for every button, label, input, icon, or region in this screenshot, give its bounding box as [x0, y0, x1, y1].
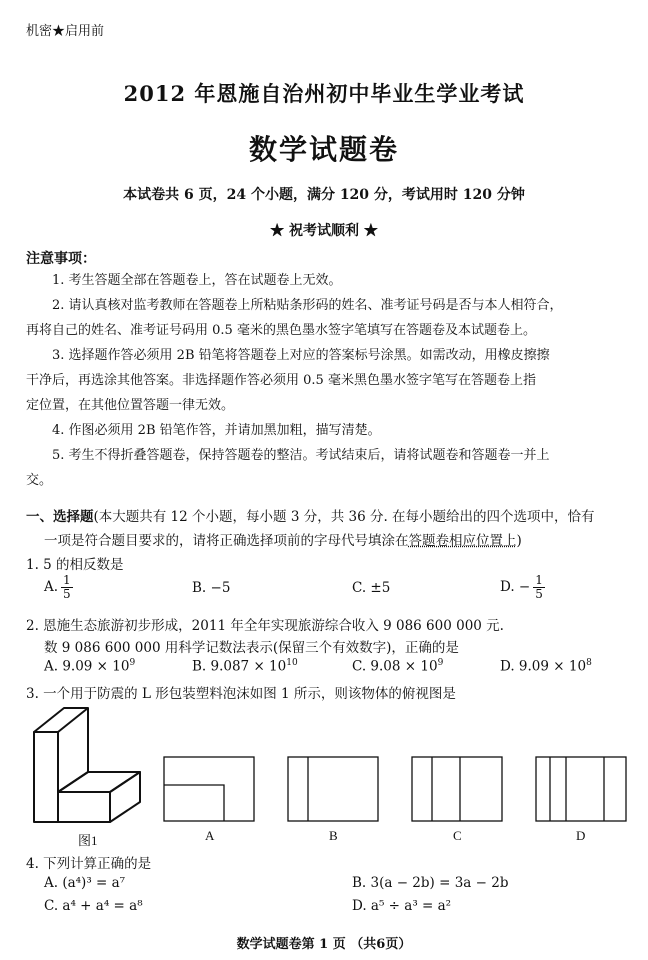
section-heading: 一、选择题(本大题共有 12 个小题，每小题 3 分，共 36 分. 在每小题给出的四个选项中，恰有 — [26, 509, 595, 525]
option-c-label: C — [453, 828, 462, 843]
figure-1-l-shape — [22, 702, 152, 828]
q1-option-c: C. ±5 — [352, 580, 391, 596]
exam-title: 2012 年恩施自治州初中毕业生学业考试 — [123, 81, 525, 106]
question-3-stem: 3. 一个用于防震的 L 形包装塑料泡沫如图 1 所示，则该物体的俯视图是 — [26, 686, 456, 702]
q4-option-a: A. (a⁴)³ = a⁷ — [44, 875, 126, 891]
notice-item: 2. 请认真核对监考教师在答题卷上所粘贴条形码的姓名、准考证号码是否与本人相符合， — [52, 298, 563, 313]
notice-heading: 注意事项： — [26, 251, 96, 267]
notice-item: 5. 考生不得折叠答题卷，保持答题卷的整洁。考试结束后，请将试题卷和答题卷一并上 — [52, 448, 550, 463]
notice-list — [26, 268, 626, 493]
figure-1-label: 图1 — [78, 833, 98, 848]
notice-item: 干净后，再选涂其他答案。非选择题作答必须用 0.5 毫米黑色墨水签字笔写在答题卷上指 — [26, 373, 536, 388]
q4-option-b: B. 3(a − 2b) = 3a − 2b — [352, 875, 509, 891]
question-1-stem: 1. 5 的相反数是 — [26, 557, 124, 573]
option-b-top-view — [286, 755, 381, 825]
notice-item: 交。 — [26, 473, 53, 488]
q2-option-b: B. $9.087 \times 10^{10}$ — [192, 658, 298, 675]
q4-option-d: D. a⁵ ÷ a³ = a² — [352, 898, 452, 914]
q1-option-b: B. −5 — [192, 580, 231, 596]
option-a-label: A — [205, 828, 215, 843]
notice-item: 3. 选择题作答必须用 2B 铅笔将答题卷上对应的答案标号涂黑。如需改动，用橡皮擦擦 — [52, 348, 550, 363]
notice-item: 定位置，在其他位置答题一律无效。 — [26, 398, 235, 413]
question-2-stem-cont: 数 9 086 600 000 用科学记数法表示(保留三个有效数字)，正确的是 — [44, 640, 459, 656]
q1-option-a: A. $\frac{1}{5}$ — [44, 573, 71, 601]
q4-option-c: C. a⁴ + a⁴ = a⁸ — [44, 898, 143, 914]
question-2-stem: 2. 恩施生态旅游初步形成，2011 年全年实现旅游综合收入 9 086 600 000 元. — [26, 618, 504, 634]
option-b-label: B — [329, 828, 338, 843]
option-d-top-view — [534, 755, 629, 825]
blessing-line: ★ 祝考试顺利 ★ — [270, 223, 378, 239]
confidential-label: 机密★启用前 — [26, 24, 105, 39]
q2-option-c: C. $9.08 \times 10^9$ — [352, 658, 444, 675]
exam-info: 本试卷共 6 页，24 个小题，满分 120 分，考试用时 120 分钟 — [123, 187, 525, 203]
option-d-label: D — [576, 828, 586, 843]
paper-subtitle: 数学试题卷 — [248, 133, 399, 166]
notice-item: 再将自己的姓名、准考证号码用 0.5 毫米的黑色墨水签字笔填写在答题卷及本试题卷上。 — [26, 323, 536, 338]
notice-item: 1. 考生答题全部在答题卷上，答在试题卷上无效。 — [52, 273, 342, 288]
q2-option-d: D. $9.09 \times 10^8$ — [500, 658, 592, 675]
section-desc: 一项是符合题目要求的，请将正确选择项前的字母代号填涂在答题卷相应位置上) — [44, 533, 522, 549]
question-4-stem: 4. 下列计算正确的是 — [26, 856, 152, 872]
q1-option-d: D. − $\frac{1}{5}$ — [500, 573, 543, 601]
option-c-top-view — [410, 755, 505, 825]
page-footer: 数学试题卷第 1 页 （共6页） — [236, 937, 412, 952]
notice-item: 4. 作图必须用 2B 铅笔作答，并请加黑加粗，描写清楚。 — [52, 423, 381, 438]
option-a-top-view — [162, 755, 257, 825]
q2-option-a: A. $9.09 \times 10^9$ — [44, 658, 136, 675]
